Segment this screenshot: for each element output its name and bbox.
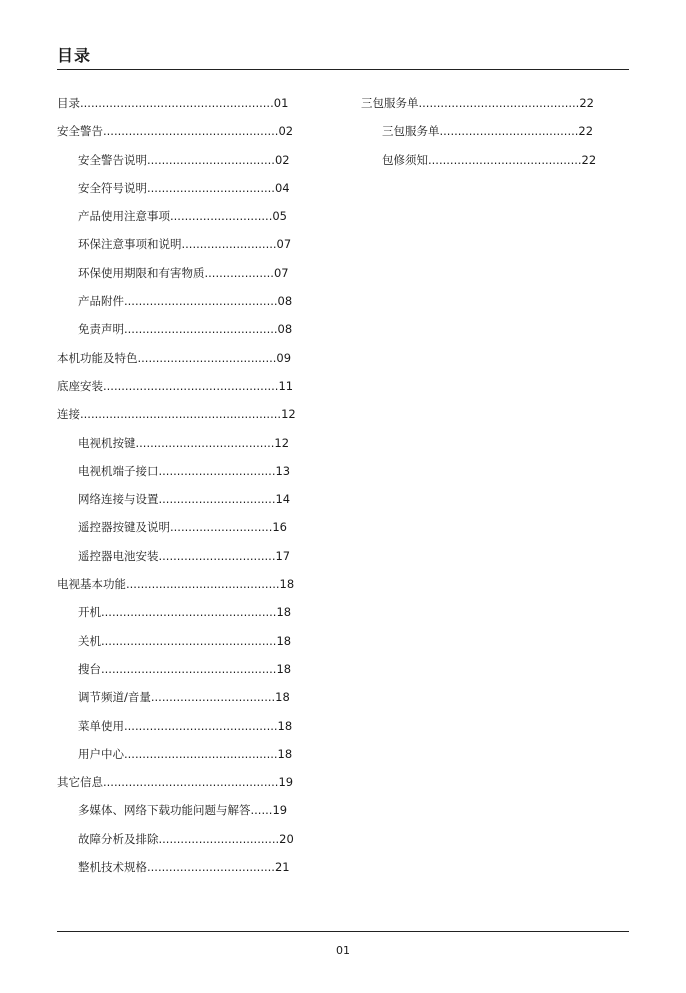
toc-entry-leader: ............................................ (418, 96, 580, 110)
toc-entry[interactable] (57, 542, 296, 570)
toc-entry[interactable] (57, 230, 296, 258)
toc-entry-page: 18 (277, 718, 293, 733)
toc-entry[interactable] (57, 429, 296, 457)
toc-entry-title: 其它信息 (57, 775, 103, 790)
toc-entry-title: 遥控器电池安装 (78, 548, 159, 563)
toc-entry-page: 13 (275, 463, 291, 478)
toc-entry[interactable] (57, 457, 296, 485)
toc-entry[interactable] (57, 174, 296, 202)
toc-entry-page: 02 (274, 152, 290, 167)
toc-entry-page: 16 (272, 520, 287, 535)
toc-entry-title: 环保使用期限和有害物质 (78, 265, 205, 280)
toc-entry-title: 调节频道/音量 (78, 690, 151, 705)
toc-entry-title: 搜台 (78, 661, 101, 676)
toc-entry-page: 04 (274, 180, 290, 195)
toc-entry[interactable] (57, 372, 296, 400)
toc-entry-page: 08 (277, 294, 293, 309)
toc-entry-leader: ................................... (147, 152, 275, 167)
page-number: 01 (336, 944, 350, 957)
toc-entry-page: 21 (274, 860, 290, 875)
toc-entry[interactable] (57, 485, 296, 513)
toc-entry-page: 18 (277, 746, 293, 761)
toc-entry-title: 用户中心 (78, 746, 124, 761)
toc-entry-page: 18 (276, 661, 292, 676)
toc-entry-page: 19 (272, 803, 288, 818)
toc-entry[interactable] (361, 89, 596, 117)
toc-entry-title: 三包服务单 (361, 96, 419, 110)
toc-entry-leader: ...... (250, 803, 273, 818)
toc-entry-leader: .......................................... (428, 152, 582, 167)
toc-entry-page: 22 (578, 124, 594, 139)
toc-entry-leader: .......................................... (124, 746, 278, 761)
toc-entry-title: 目录 (57, 96, 80, 110)
toc-entry-leader: ................................................ (103, 124, 279, 139)
toc-entry-leader: ................... (204, 265, 274, 280)
toc-entry-title: 安全警告 (57, 124, 103, 139)
toc-entry-page: 05 (272, 209, 287, 224)
title-divider (57, 69, 629, 70)
toc-entry-page: 08 (277, 322, 293, 337)
footer-divider (57, 931, 629, 932)
toc-entry-title: 底座安装 (57, 378, 103, 393)
toc-entry-leader: .......................................... (124, 322, 278, 337)
toc-entry-title: 包修须知 (382, 152, 428, 167)
toc-entry[interactable] (57, 315, 296, 343)
toc-entry-title: 免责声明 (78, 322, 124, 337)
toc-entry-title: 产品附件 (78, 294, 124, 309)
toc-entry-page: 07 (276, 237, 292, 252)
toc-entry[interactable] (57, 598, 296, 626)
toc-entry[interactable] (57, 513, 296, 541)
toc-entry-leader: ..................................................... (80, 96, 274, 110)
toc-entry[interactable] (57, 768, 296, 796)
toc-entry-page: 09 (276, 350, 292, 365)
toc-entry-leader: ................................ (158, 548, 276, 563)
toc-entry-title: 开机 (78, 605, 101, 620)
toc-entry[interactable] (57, 400, 296, 428)
toc-entry-page: 18 (276, 633, 292, 648)
toc-left-column (57, 89, 296, 881)
toc-entry[interactable] (57, 570, 296, 598)
toc-entry[interactable] (57, 655, 296, 683)
toc-entry-leader: .................................. (150, 690, 276, 705)
toc-entry-title: 整机技术规格 (78, 860, 147, 875)
toc-entry-page: 12 (281, 407, 296, 422)
toc-entry[interactable] (57, 259, 296, 287)
toc-entry[interactable] (57, 117, 296, 145)
toc-entry[interactable] (57, 796, 296, 824)
toc-entry[interactable] (57, 712, 296, 740)
toc-entry-page: 17 (275, 548, 291, 563)
toc-entry-title: 电视基本功能 (57, 577, 126, 592)
toc-entry-leader: ................................... (147, 180, 275, 195)
toc-entry-title: 连接 (57, 407, 80, 422)
toc-entry-page: 07 (273, 265, 289, 280)
toc-right-column (361, 89, 596, 174)
toc-entry-leader: ................................................ (101, 633, 277, 648)
toc-entry-page: 22 (579, 96, 594, 110)
toc-entry-leader: .......................................... (124, 294, 278, 309)
toc-entry[interactable] (57, 287, 296, 315)
toc-entry-page: 18 (279, 577, 295, 592)
toc-entry-page: 22 (581, 152, 597, 167)
toc-entry-leader: ................................ (158, 463, 276, 478)
toc-entry-leader: ................................................ (103, 775, 279, 790)
toc-entry[interactable] (57, 853, 296, 881)
toc-entry-title: 关机 (78, 633, 101, 648)
toc-entry-leader: ....................................................... (80, 407, 282, 422)
toc-entry-title: 故障分析及排除 (78, 831, 159, 846)
toc-entry[interactable] (57, 683, 296, 711)
toc-entry-title: 本机功能及特色 (57, 350, 138, 365)
toc-entry-leader: ................................................ (101, 605, 277, 620)
toc-entry-page: 02 (278, 124, 294, 139)
toc-entry-title: 菜单使用 (78, 718, 124, 733)
toc-entry-leader: ............................ (170, 209, 273, 224)
toc-entry-title: 电视机按键 (78, 435, 136, 450)
toc-entry-leader: .......................... (181, 237, 277, 252)
toc-entry-page: 12 (274, 435, 290, 450)
toc-entry-page: 19 (278, 775, 294, 790)
toc-entry-leader: ................................. (158, 831, 280, 846)
toc-entry[interactable] (57, 344, 296, 372)
toc-entry-title: 安全符号说明 (78, 180, 147, 195)
toc-entry-page: 20 (279, 831, 294, 846)
toc-entry-page: 18 (276, 605, 292, 620)
toc-entry[interactable] (57, 740, 296, 768)
toc-entry-title: 电视机端子接口 (78, 463, 159, 478)
toc-entry[interactable] (57, 89, 296, 117)
toc-entry[interactable] (57, 202, 296, 230)
page-title: 目录 (57, 46, 92, 65)
toc-entry-title: 多媒体、网络下载功能问题与解答 (78, 803, 251, 818)
toc-entry-title: 遥控器按键及说明 (78, 520, 170, 535)
toc-entry[interactable] (57, 627, 296, 655)
toc-entry[interactable] (361, 146, 596, 174)
toc-entry-title: 产品使用注意事项 (78, 209, 170, 224)
toc-entry-leader: ................................... (147, 860, 275, 875)
toc-entry-leader: ................................................ (101, 661, 277, 676)
toc-entry-page: 01 (273, 96, 289, 110)
toc-entry-leader: ...................................... (135, 435, 275, 450)
toc-entry-page: 14 (275, 492, 291, 507)
toc-entry[interactable] (57, 146, 296, 174)
toc-entry-page: 11 (278, 378, 294, 393)
toc-entry-leader: ............................ (170, 520, 273, 535)
toc-entry-title: 安全警告说明 (78, 152, 147, 167)
toc-entry-leader: ...................................... (137, 350, 277, 365)
toc-entry-leader: ................................................ (103, 378, 279, 393)
toc-entry-leader: ................................ (158, 492, 276, 507)
toc-entry[interactable] (57, 825, 296, 853)
toc-entry[interactable] (361, 117, 596, 145)
toc-entry-leader: .......................................... (126, 577, 280, 592)
toc-entry-page: 18 (275, 690, 290, 705)
toc-entry-leader: ...................................... (439, 124, 579, 139)
toc-entry-title: 环保注意事项和说明 (78, 237, 182, 252)
toc-entry-title: 网络连接与设置 (78, 492, 159, 507)
toc-entry-leader: .......................................... (124, 718, 278, 733)
toc-entry-title: 三包服务单 (382, 124, 440, 139)
